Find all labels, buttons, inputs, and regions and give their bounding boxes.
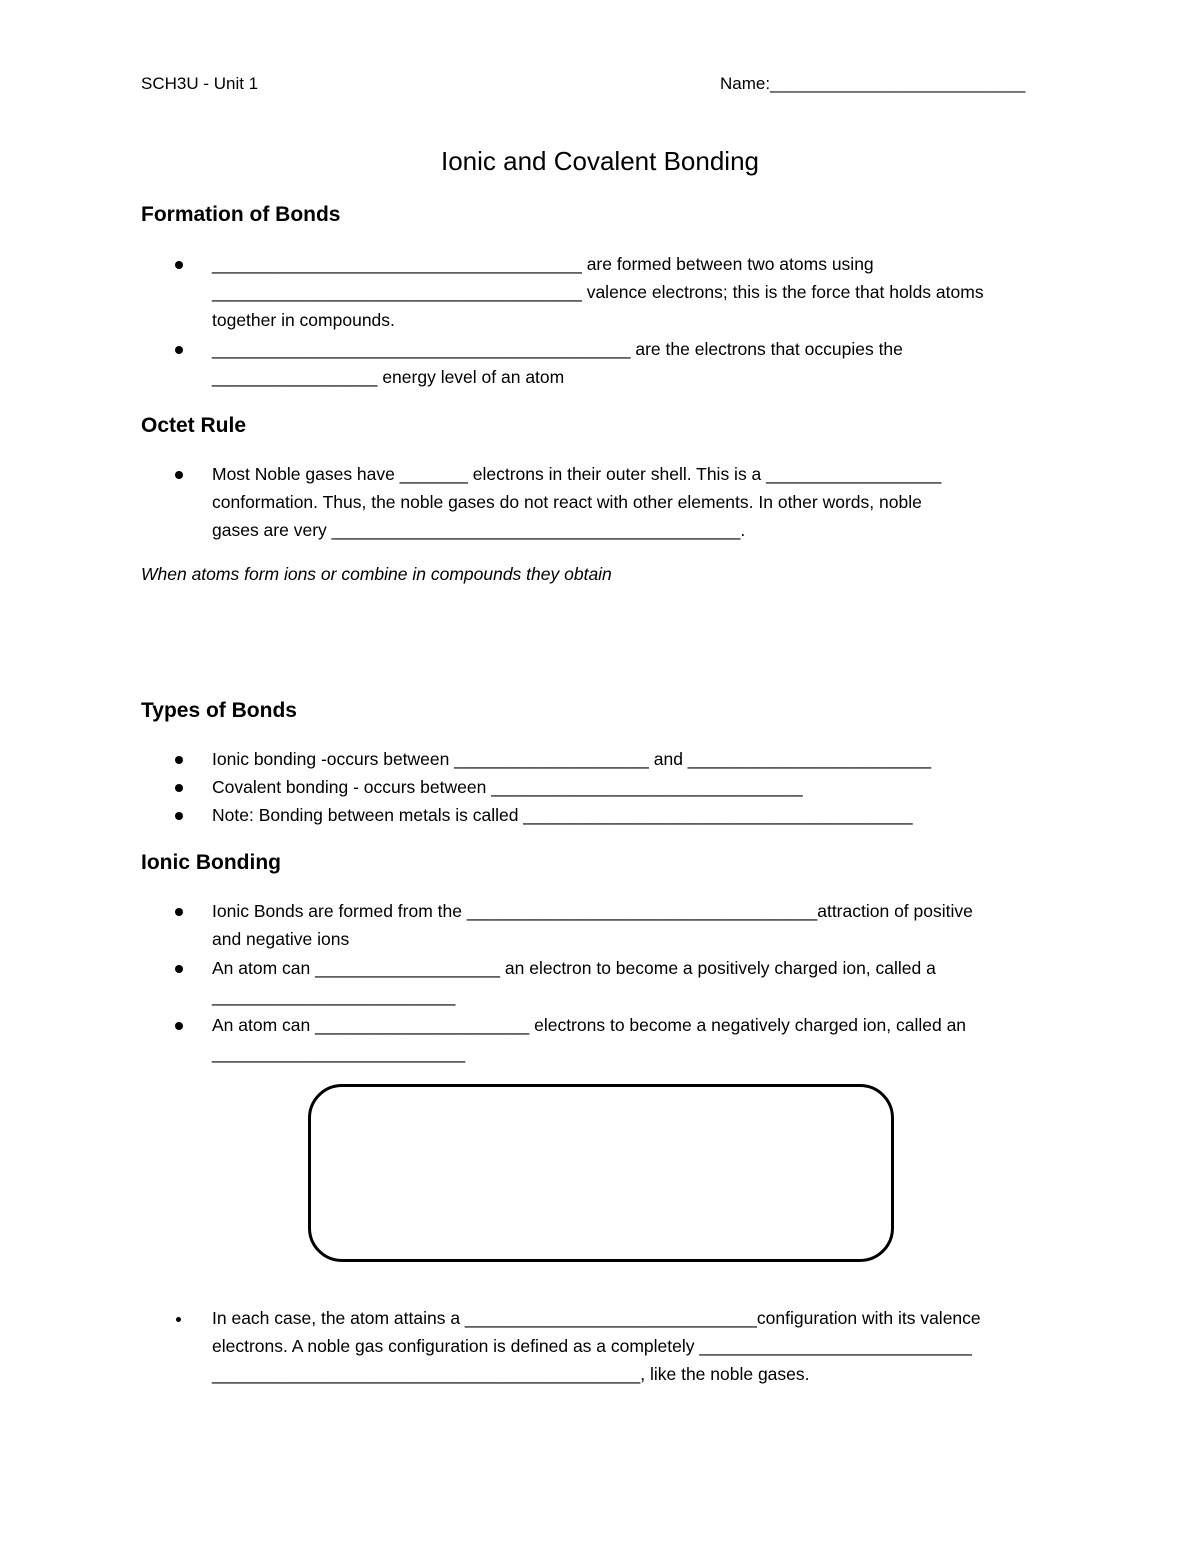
bullet-icon	[175, 784, 183, 792]
bullet-icon	[176, 1317, 181, 1322]
course-unit: SCH3U - Unit 1	[141, 74, 259, 93]
ionic-bullet-1-line-1: Ionic Bonds are formed from the ____________________________________attraction of positive	[212, 901, 973, 921]
formation-bullet-1-line-3: together in compounds.	[212, 310, 395, 330]
types-bullet-metallic: Note: Bonding between metals is called ________________________________________	[212, 805, 913, 825]
heading-ionic-bonding: Ionic Bonding	[141, 851, 281, 874]
ionic-bullet-2-line-1: An atom can ___________________ an electron to become a positively charged ion, called a	[212, 958, 936, 978]
bullet-icon	[175, 756, 183, 764]
bullet-icon	[175, 471, 183, 479]
ionic-bullet-2-line-2: _________________________	[212, 986, 456, 1006]
ionic-bullet-3-line-2: __________________________	[212, 1043, 466, 1063]
heading-octet-rule: Octet Rule	[141, 414, 247, 437]
formation-bullet-2-line-1: ___________________________________________ are the electrons that occupies the	[212, 339, 903, 359]
octet-bullet-line-3: gases are very __________________________________________.	[212, 520, 746, 540]
bullet-icon	[175, 812, 183, 820]
octet-bullet-line-2: conformation. Thus, the noble gases do not react with other elements. In other words, noble	[212, 492, 922, 512]
ionic-bullet-1-line-2: and negative ions	[212, 929, 350, 949]
types-bullet-ionic: Ionic bonding -occurs between ____________________ and _________________________	[212, 749, 932, 769]
bullet-icon	[175, 908, 183, 916]
formation-bullet-2-line-2: _________________ energy level of an atom	[212, 367, 565, 387]
bullet-icon	[175, 1022, 183, 1030]
page-title: Ionic and Covalent Bonding	[440, 146, 759, 176]
heading-formation-of-bonds: Formation of Bonds	[141, 203, 341, 226]
ionic-bullet-4-line-3: ____________________________________________, like the noble gases.	[212, 1364, 810, 1384]
bullet-icon	[175, 346, 183, 354]
octet-note: When atoms form ions or combine in compounds they obtain	[141, 564, 612, 584]
ionic-bullet-4-line-2: electrons. A noble gas configuration is defined as a completely ____________________________	[212, 1336, 972, 1356]
formation-bullet-1-line-1: ______________________________________ are formed between two atoms using	[212, 254, 874, 274]
heading-types-of-bonds: Types of Bonds	[141, 699, 297, 722]
name-field[interactable]: Name:___________________________	[720, 74, 1026, 93]
types-bullet-covalent: Covalent bonding - occurs between ________________________________	[212, 777, 803, 797]
octet-bullet-line-1: Most Noble gases have _______ electrons in their outer shell. This is a __________________	[212, 464, 942, 484]
answer-box[interactable]	[308, 1084, 894, 1262]
ionic-bullet-4-line-1: In each case, the atom attains a ______________________________configuration with its valence	[212, 1308, 981, 1328]
ionic-bullet-3-line-1: An atom can ______________________ electrons to become a negatively charged ion, called an	[212, 1015, 967, 1035]
bullet-icon	[175, 965, 183, 973]
bullet-icon	[175, 261, 183, 269]
formation-bullet-1-line-2: ______________________________________ valence electrons; this is the force that holds atoms	[212, 282, 984, 302]
